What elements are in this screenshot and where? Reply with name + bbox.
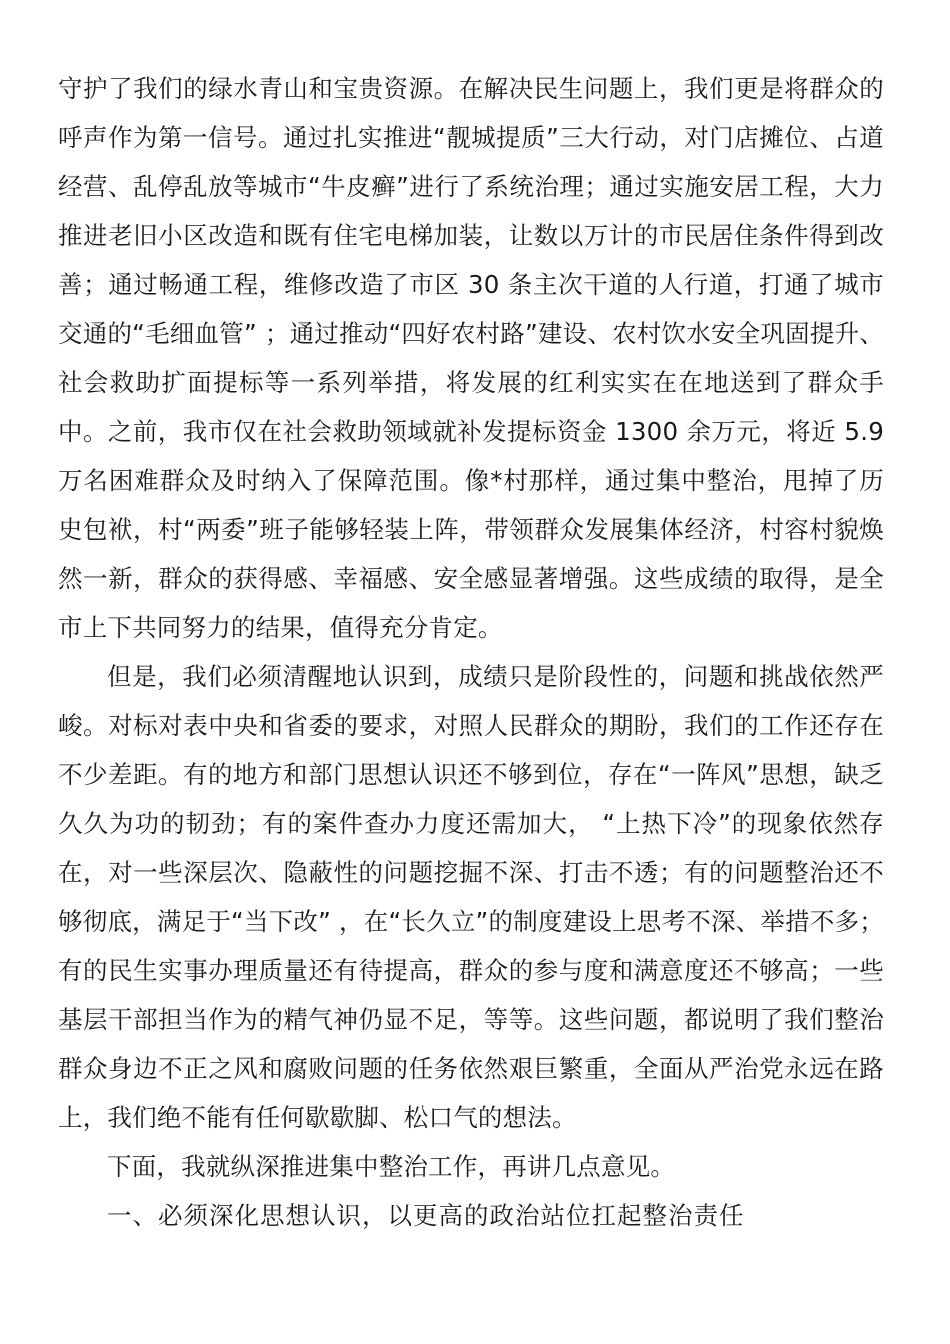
document-page <box>58 64 884 1240</box>
paragraph-transition: 下面，我就纵深推进集中整治工作，再讲几点意见。 <box>107 1152 676 1181</box>
section-heading-one: 一、必须深化思想认识，以更高的政治站位扛起整治责任 <box>107 1201 745 1230</box>
paragraph-achievements: 守护了我们的绿水青山和宝贵资源。在解决民生问题上，我们更是将群众的呼声作为第一信号。通过扎实推进“靓城提质”三大行动，对门店摊位、占道经营、乱停乱放等城市“牛皮癣”进行了系统治理；通过实施安居工程，大力推进老旧小区改造和既有住宅电梯加装，让数以万计的市民居住条件得到改善；通过畅通工程，维修改造了市区 30 条主次干道的人行道，打通了城市交通的“毛细血管” ；通过推动“四好农村路”建设、农村饮水安全巩固提升、社会救助扩面提标等一系列举措，将发展的红利实实在在地送到了群众手中。之前，我市仅在社会救助领域就补发提标资金 1300 余万元，将近 5.9 万名困难群众及时纳入了保障范围。像*村那样，通过集中整治，甩掉了历史包袱，村“两委”班子能够轻装上阵，带领群众发展集体经济，村容村貌焕然一新，群众的获得感、幸福感、安全感显著增强。这些成绩的取得，是全市上下共同努力的结果，值得充分肯定。 <box>58 74 884 642</box>
paragraph-problems: 但是，我们必须清醒地认识到，成绩只是阶段性的，问题和挑战依然严峻。对标对表中央和省委的要求，对照人民群众的期盼，我们的工作还存在不少差距。有的地方和部门思想认识还不够到位，存在“一阵风”思想，缺乏久久为功的韧劲；有的案件查办力度还需加大， “上热下冷”的现象依然存在，对一些深层次、隐蔽性的问题挖掘不深、打击不透；有的问题整治还不够彻底，满足于“当下改” ，在“长久立”的制度建设上思考不深、举措不多；有的民生实事办理质量还有待提高，群众的参与度和满意度还不够高；一些基层干部担当作为的精气神仍显不足，等等。这些问题，都说明了我们整治群众身边不正之风和腐败问题的任务依然艰巨繁重，全面从严治党永远在路上，我们绝不能有任何歇歇脚、松口气的想法。 <box>58 662 884 1132</box>
